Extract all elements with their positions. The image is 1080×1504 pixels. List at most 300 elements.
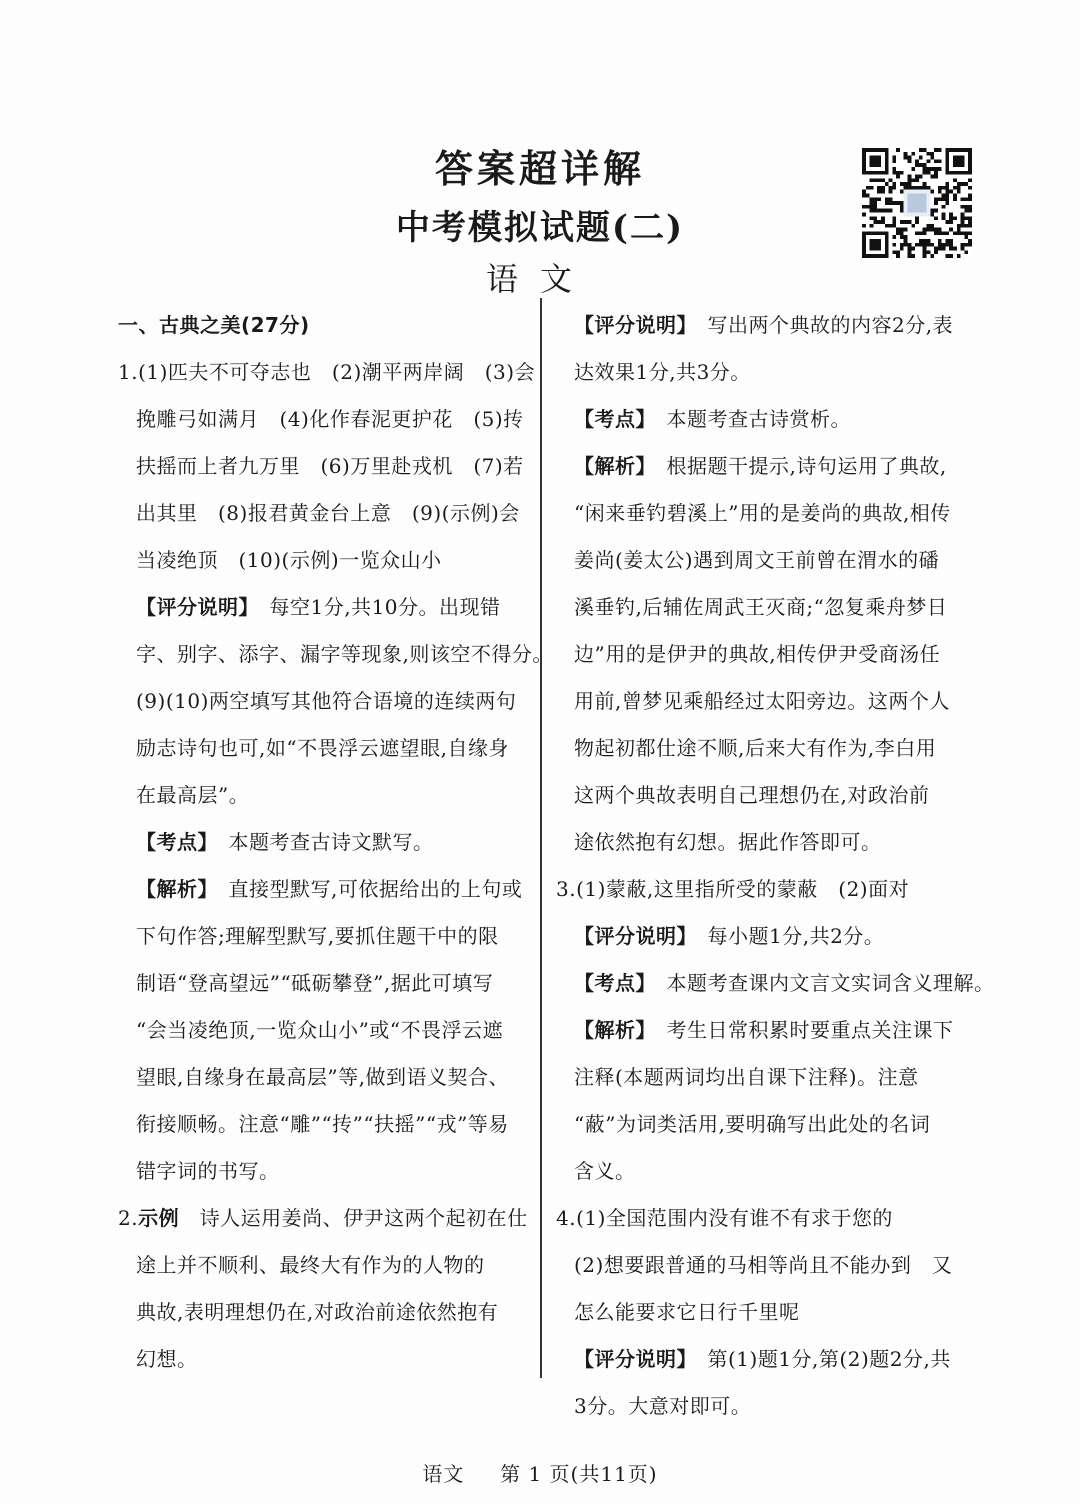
qr-module: [911, 186, 915, 190]
qr-module: [938, 148, 942, 152]
qr-module: [919, 148, 923, 152]
qr-module: [892, 216, 896, 220]
qr-module: [892, 182, 896, 186]
qr-module: [870, 216, 874, 220]
qr-module: [957, 231, 961, 235]
qr-module: [968, 205, 972, 209]
text-line: [118, 913, 528, 960]
qr-module: [908, 178, 912, 182]
qr-module: [915, 175, 919, 179]
qr-module: [904, 243, 908, 247]
qr-module: [915, 178, 919, 182]
text-line: [556, 1007, 966, 1054]
qr-module: [964, 224, 968, 228]
qr-module: [911, 178, 915, 182]
qr-module: [900, 209, 904, 213]
line-text: 幻想。: [136, 1347, 198, 1371]
qr-module: [870, 178, 874, 182]
qr-module: [964, 231, 968, 235]
qr-module: [934, 167, 938, 171]
qr-module: [930, 190, 934, 194]
qr-module: [923, 148, 927, 152]
qr-module: [953, 186, 957, 190]
qr-module: [942, 216, 946, 220]
line-text: 本题考查课内文言文实词含义理解。: [646, 971, 995, 995]
qr-module: [957, 254, 961, 258]
qr-module: [938, 190, 942, 194]
line-text: 怎么能要求它日行千里呢: [574, 1300, 800, 1324]
qr-module: [942, 212, 946, 216]
qr-module: [961, 197, 965, 201]
qr-module: [904, 186, 908, 190]
qr-module: [923, 182, 927, 186]
qr-module: [892, 235, 896, 239]
qr-module: [896, 148, 900, 152]
qr-module: [949, 212, 953, 216]
qr-module: [957, 182, 961, 186]
qr-module: [961, 243, 965, 247]
qr-module: [915, 243, 919, 247]
qr-module: [926, 152, 930, 156]
line-text: 3.(1)蒙蔽,这里指所受的蒙蔽 (2)面对: [556, 877, 910, 901]
qr-module: [926, 167, 930, 171]
qr-module: [908, 156, 912, 160]
qr-module: [862, 194, 866, 198]
qr-module: [862, 190, 866, 194]
qr-module: [945, 254, 949, 258]
qr-module: [870, 197, 874, 201]
qr-module: [904, 235, 908, 239]
qr-module: [896, 171, 900, 175]
qr-module: [957, 224, 961, 228]
qr-module: [968, 224, 972, 228]
text-line: [556, 1383, 966, 1430]
line-text: (9)(10)两空填写其他符合语境的连续两句: [136, 689, 517, 713]
qr-module: [968, 243, 972, 247]
qr-module: [866, 186, 870, 190]
qr-module: [889, 197, 893, 201]
qr-module: [919, 156, 923, 160]
text-line: [556, 443, 966, 490]
column-divider: [540, 298, 542, 1378]
qr-module: [949, 220, 953, 224]
qr-module: [900, 182, 904, 186]
line-text: 根据题干提示,诗句运用了典故,: [646, 454, 947, 478]
line-text: 直接型默写,可依据给出的上句或: [208, 877, 523, 901]
qr-module: [911, 152, 915, 156]
qr-module: [934, 175, 938, 179]
text-line: [118, 725, 528, 772]
text-line: [556, 772, 966, 819]
qr-module: [949, 243, 953, 247]
qr-module: [934, 148, 938, 152]
text-line: [118, 1336, 528, 1383]
qr-module: [866, 194, 870, 198]
qr-module: [942, 231, 946, 235]
qr-code-icon: [862, 148, 972, 258]
qr-module: [892, 186, 896, 190]
line-text: 写出两个典故的内容2分,表: [687, 313, 954, 337]
qr-module: [953, 156, 964, 167]
qr-module: [900, 201, 904, 205]
qr-module: [934, 231, 938, 235]
qr-module: [964, 216, 968, 220]
subject-heading: 语文: [485, 260, 594, 298]
page-footer: [0, 1458, 1080, 1487]
qr-module: [949, 228, 953, 232]
qr-module: [930, 212, 934, 216]
qr-module: [923, 231, 927, 235]
line-text: 扶摇而上者九万里 (6)万里赴戎机 (7)若: [136, 454, 524, 478]
qr-module: [934, 171, 938, 175]
qr-module: [915, 231, 919, 235]
qr-module: [896, 250, 900, 254]
text-line: [118, 1289, 528, 1336]
qr-module: [896, 231, 900, 235]
line-text: 含义。: [574, 1159, 636, 1183]
qr-module: [908, 159, 912, 163]
qr-module: [904, 239, 908, 243]
line-text: 注释(本题两词均出自课下注释)。注意: [574, 1065, 919, 1089]
qr-module: [870, 201, 874, 205]
line-text: 典故,表明理想仍在,对政治前途依然抱有: [136, 1300, 499, 1324]
qr-module: [961, 216, 965, 220]
qr-module: [949, 190, 953, 194]
text-line: [556, 913, 966, 960]
text-line: [118, 1007, 528, 1054]
text-line: [118, 631, 553, 678]
line-text: 途上并不顺利、最终大有作为的人物的: [136, 1253, 485, 1277]
qr-module: [949, 216, 953, 220]
qr-module: [953, 231, 957, 235]
qr-module: [877, 190, 881, 194]
qr-module: [885, 182, 889, 186]
text-line: [556, 1336, 966, 1383]
qr-module: [961, 220, 965, 224]
line-text: 励志诗句也可,如“不畏浮云遮望眼,自缘身: [136, 736, 509, 760]
qr-module: [964, 209, 968, 213]
text-line: [556, 1148, 966, 1195]
qr-module: [945, 197, 949, 201]
qr-module: [873, 201, 877, 205]
qr-module: [949, 254, 953, 258]
qr-module: [870, 209, 874, 213]
line-text: 衔接顺畅。注意“雕”“抟”“扶摇”“戎”等易: [136, 1112, 509, 1136]
qr-module: [885, 209, 889, 213]
qr-module: [945, 201, 949, 205]
section-label: 【考点】: [574, 971, 646, 995]
qr-module: [919, 175, 923, 179]
qr-module: [900, 190, 904, 194]
qr-module: [877, 220, 881, 224]
qr-module: [889, 201, 893, 205]
qr-module: [953, 197, 957, 201]
qr-module: [949, 247, 953, 251]
qr-module: [904, 156, 908, 160]
qr-module: [926, 239, 930, 243]
qr-module: [923, 163, 927, 167]
qr-module: [942, 194, 946, 198]
qr-module: [957, 190, 961, 194]
qr-module: [908, 182, 912, 186]
qr-module: [862, 224, 866, 228]
qr-module: [900, 247, 904, 251]
qr-module: [904, 220, 908, 224]
qr-module: [926, 250, 930, 254]
left-column: [118, 302, 553, 1383]
qr-module: [911, 247, 915, 251]
qr-module: [900, 228, 904, 232]
qr-module: [938, 167, 942, 171]
qr-module: [896, 254, 900, 258]
qr-module: [945, 231, 949, 235]
text-line: [556, 1054, 966, 1101]
qr-module: [881, 186, 885, 190]
qr-module: [930, 167, 934, 171]
qr-module: [915, 159, 919, 163]
qr-module: [945, 220, 949, 224]
line-text: 本题考查古诗文默写。: [208, 830, 434, 854]
line-text: 途依然抱有幻想。据此作答即可。: [574, 830, 882, 854]
qr-module: [889, 186, 893, 190]
qr-module: [926, 224, 930, 228]
qr-module: [866, 205, 870, 209]
line-text: “会当凌绝顶,一览众山小”或“不畏浮云遮: [136, 1018, 504, 1042]
section-label: 示例: [138, 1206, 180, 1230]
section-label: 【解析】: [574, 1018, 646, 1042]
qr-module: [892, 224, 896, 228]
qr-module: [881, 190, 885, 194]
text-line: [556, 1195, 966, 1242]
qr-module: [870, 239, 881, 250]
line-text: 一、古典之美(27分): [118, 313, 310, 337]
qr-module: [961, 212, 965, 216]
qr-module: [904, 152, 908, 156]
text-line: [118, 443, 528, 490]
qr-module: [862, 205, 866, 209]
qr-module: [957, 228, 961, 232]
qr-module: [900, 231, 904, 235]
qr-module: [881, 220, 885, 224]
qr-module: [892, 167, 896, 171]
line-text: 3分。大意对即可。: [574, 1394, 752, 1418]
text-line: [556, 302, 966, 349]
line-text: (2)想要跟普通的马相等尚且不能办到 又: [574, 1253, 953, 1277]
line-text: 在最高层”。: [136, 783, 250, 807]
qr-module: [934, 247, 938, 251]
text-line: [118, 678, 528, 725]
qr-module: [961, 231, 965, 235]
qr-module: [911, 224, 915, 228]
line-text: 错字词的书写。: [136, 1159, 280, 1183]
qr-module: [900, 243, 904, 247]
qr-module: [915, 220, 919, 224]
text-line: [556, 819, 966, 866]
text-line: [118, 866, 528, 913]
qr-module: [968, 216, 972, 220]
qr-module: [900, 220, 904, 224]
qr-module: [938, 186, 942, 190]
qr-module: [945, 194, 949, 198]
line-text: 边”用的是伊尹的典故,相传伊尹受商汤任: [574, 642, 941, 666]
qr-module: [968, 231, 972, 235]
text-line: [556, 1242, 966, 1289]
qr-module: [889, 209, 893, 213]
qr-module: [889, 224, 893, 228]
qr-module: [945, 243, 949, 247]
qr-module: [945, 186, 949, 190]
qr-module: [877, 178, 881, 182]
qr-module: [862, 212, 866, 216]
qr-module: [968, 239, 972, 243]
qr-module: [957, 186, 961, 190]
qr-module: [949, 239, 953, 243]
qr-module: [930, 156, 934, 160]
qr-module: [968, 209, 972, 213]
qr-module: [942, 205, 946, 209]
qr-module: [968, 186, 972, 190]
section-label: 【评分说明】: [574, 313, 687, 337]
line-text: “闲来垂钓碧溪上”用的是姜尚的典故,相传: [574, 501, 951, 525]
section-label: 【解析】: [136, 877, 208, 901]
text-line: [118, 537, 528, 584]
text-line: [118, 396, 528, 443]
qr-module: [968, 194, 972, 198]
footer-subject: 语文: [422, 1462, 465, 1486]
line-text: 本题考查古诗赏析。: [646, 407, 851, 431]
qr-module: [945, 239, 949, 243]
qr-module: [908, 243, 912, 247]
qr-module: [877, 209, 881, 213]
qr-module: [968, 197, 972, 201]
qr-module: [908, 247, 912, 251]
qr-module: [968, 178, 972, 182]
qr-module: [873, 205, 877, 209]
qr-module: [923, 247, 927, 251]
line-text: 第(1)题1分,第(2)题2分,共: [687, 1347, 951, 1371]
qr-module: [873, 209, 877, 213]
line-text: 制语“登高望远”“砥砺攀登”,据此可填写: [136, 971, 494, 995]
qr-module: [926, 228, 930, 232]
qr-module: [896, 175, 900, 179]
qr-module: [942, 243, 946, 247]
qr-module: [964, 250, 968, 254]
qr-module: [953, 216, 957, 220]
qr-module: [908, 254, 912, 258]
line-text: 这两个典故表明自己理想仍在,对政治前: [574, 783, 930, 807]
text-line: [556, 396, 966, 443]
qr-module: [953, 178, 957, 182]
qr-module: [873, 178, 877, 182]
text-line: [118, 490, 528, 537]
section-label: 【考点】: [574, 407, 646, 431]
qr-module: [915, 163, 919, 167]
text-line: [118, 1195, 528, 1242]
qr-module: [885, 224, 889, 228]
qr-module: [945, 182, 949, 186]
qr-module: [923, 243, 927, 247]
qr-module: [961, 182, 965, 186]
qr-module: [904, 182, 908, 186]
qr-module: [938, 239, 942, 243]
qr-module: [934, 201, 938, 205]
line-text: 每小题1分,共2分。: [687, 924, 885, 948]
qr-module: [930, 152, 934, 156]
line-text: 出其里 (8)报君黄金台上意 (9)(示例)会: [136, 501, 520, 525]
qr-module: [870, 186, 874, 190]
qr-module: [896, 228, 900, 232]
item-number: 2.: [118, 1206, 139, 1230]
qr-module: [885, 197, 889, 201]
text-line: [556, 537, 966, 584]
qr-module: [892, 171, 896, 175]
qr-module: [930, 254, 934, 258]
qr-module: [930, 209, 934, 213]
text-line: [556, 349, 966, 396]
qr-module: [900, 235, 904, 239]
qr-module: [908, 250, 912, 254]
line-text: 1.(1)匹夫不可夺志也 (2)潮平两岸阔 (3)会: [118, 360, 536, 384]
qr-module: [923, 228, 927, 232]
qr-module: [930, 224, 934, 228]
qr-module: [934, 228, 938, 232]
qr-module: [892, 201, 896, 205]
text-line: [118, 302, 528, 349]
text-line: [556, 725, 966, 772]
qr-module: [908, 220, 912, 224]
line-text: 考生日常积累时要重点关注课下: [646, 1018, 954, 1042]
qr-module: [892, 220, 896, 224]
qr-module: [961, 224, 965, 228]
qr-module: [930, 175, 934, 179]
qr-module: [919, 186, 923, 190]
text-line: [556, 631, 966, 678]
qr-module: [923, 254, 927, 258]
qr-module: [942, 197, 946, 201]
qr-module: [938, 231, 942, 235]
text-line: [118, 349, 536, 396]
line-text: “蔽”为词类活用,要明确写出此处的名词: [574, 1112, 931, 1136]
exam-subtitle: 中考模拟试题(二): [395, 208, 685, 248]
qr-module: [919, 239, 923, 243]
qr-module: [923, 167, 927, 171]
qr-module: [911, 254, 915, 258]
section-label: 【评分说明】: [574, 1347, 687, 1371]
qr-module: [938, 243, 942, 247]
page-title: 答案超详解: [434, 147, 645, 191]
qr-module: [889, 178, 893, 182]
qr-module: [968, 220, 972, 224]
line-text: 挽雕弓如满月 (4)化作春泥更护花 (5)抟: [136, 407, 524, 431]
qr-module: [942, 186, 946, 190]
qr-module: [892, 243, 896, 247]
text-line: [118, 772, 528, 819]
qr-module: [881, 216, 885, 220]
qr-module: [904, 228, 908, 232]
qr-module: [923, 250, 927, 254]
footer-page-number: 第 1 页(共11页): [500, 1462, 658, 1486]
text-line: [556, 678, 966, 725]
qr-module: [873, 216, 877, 220]
qr-module: [934, 209, 938, 213]
section-label: 【评分说明】: [574, 924, 687, 948]
qr-module: [926, 159, 930, 163]
line-text: 望眼,自缘身在最高层”等,做到语义契合、: [136, 1065, 509, 1089]
qr-module: [915, 186, 919, 190]
text-line: [556, 960, 995, 1007]
qr-module: [926, 186, 930, 190]
qr-module: [953, 194, 957, 198]
